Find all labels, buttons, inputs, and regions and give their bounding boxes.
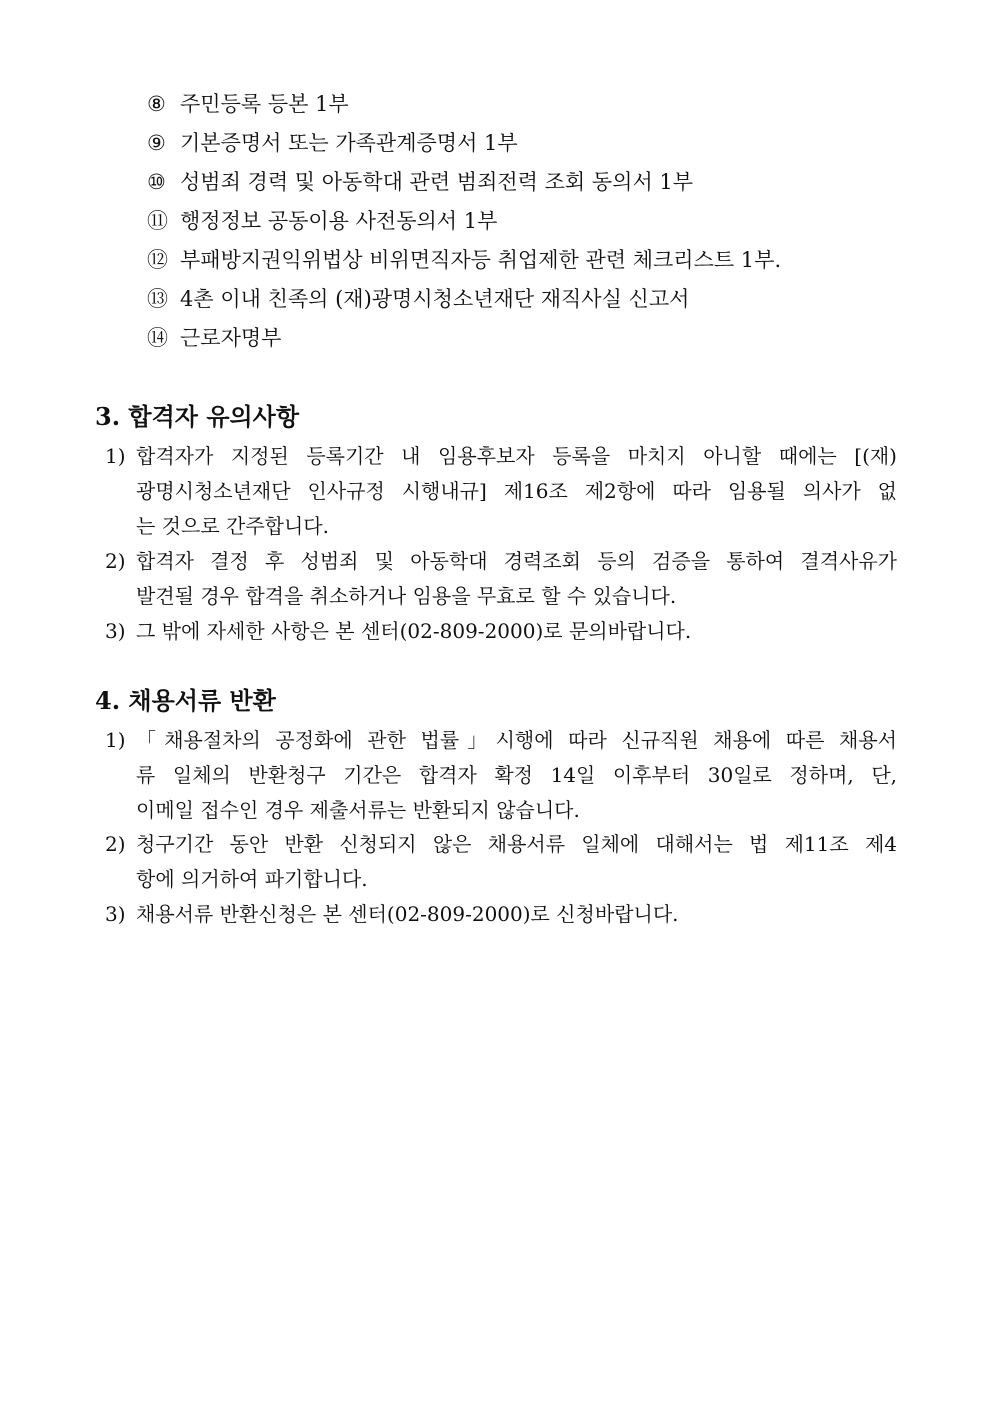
list-mark: ⑬	[147, 287, 168, 311]
list-item	[147, 128, 518, 158]
section-4-item-1	[105, 723, 897, 828]
list-item	[147, 245, 781, 275]
item-line: 항에 의거하여 파기합니다.	[136, 867, 368, 891]
item-line: 채용서류 반환신청은 본 센터(02-809-2000)로 신청바랍니다.	[136, 902, 679, 926]
list-text: 근로자명부	[180, 326, 282, 350]
list-mark: ⑧	[147, 92, 166, 116]
item-line: 류 일체의 반환청구 기간은 합격자 확정 14일 이후부터 30일로 정하며, 단,	[136, 763, 897, 787]
item-line: 청구기간 동안 반환 신청되지 않은 채용서류 일체에 대해서는 법 제11조 제4	[136, 832, 897, 856]
item-line: 「채용절차의 공정화에 관한 법률」시행에 따라 신규직원 채용에 따른 채용서	[136, 728, 897, 752]
section-3-item-1	[105, 439, 897, 544]
section-4-item-3	[105, 897, 897, 932]
item-line: 그 밖에 자세한 사항은 본 센터(02-809-2000)로 문의바랍니다.	[136, 619, 692, 643]
item-number: 2)	[105, 832, 126, 856]
section-4-item-2	[105, 827, 897, 897]
list-text: 행정정보 공동이용 사전동의서 1부	[180, 209, 498, 233]
item-number: 3)	[105, 619, 126, 643]
list-item	[147, 89, 349, 119]
list-item	[147, 323, 281, 353]
item-line: 합격자가 지정된 등록기간 내 임용후보자 등록을 마치지 아니할 때에는 [(재)	[136, 444, 897, 468]
item-line: 합격자 결정 후 성범죄 및 아동학대 경력조회 등의 검증을 통하여 결격사유가	[136, 549, 897, 573]
item-number: 3)	[105, 902, 126, 926]
list-item	[147, 206, 497, 236]
list-mark: ⑨	[147, 131, 166, 155]
list-mark: ⑭	[147, 326, 168, 350]
list-text: 부패방지권익위법상 비위면직자등 취업제한 관련 체크리스트 1부.	[180, 248, 782, 272]
item-line: 광명시청소년재단 인사규정 시행내규] 제16조 제2항에 따라 임용될 의사가 없	[136, 479, 897, 503]
list-item	[147, 167, 693, 197]
list-text: 4촌 이내 친족의 (재)광명시청소년재단 재직사실 신고서	[180, 287, 690, 311]
section-3-item-3	[105, 614, 897, 649]
list-mark: ⑩	[147, 170, 166, 194]
item-line: 이메일 접수인 경우 제출서류는 반환되지 않습니다.	[136, 798, 580, 822]
list-text: 기본증명서 또는 가족관계증명서 1부	[180, 131, 518, 155]
section-4-heading: 4. 채용서류 반환	[95, 686, 276, 715]
list-item	[147, 284, 689, 314]
item-number: 1)	[105, 444, 126, 468]
item-line: 발견될 경우 합격을 취소하거나 임용을 무효로 할 수 있습니다.	[136, 584, 677, 608]
item-number: 1)	[105, 728, 126, 752]
item-number: 2)	[105, 549, 126, 573]
list-mark: ⑪	[147, 209, 168, 233]
item-line: 는 것으로 간주합니다.	[136, 514, 329, 538]
section-3-heading: 3. 합격자 유의사항	[95, 402, 300, 431]
list-text: 주민등록 등본 1부	[180, 92, 349, 116]
list-mark: ⑫	[147, 248, 168, 272]
list-text: 성범죄 경력 및 아동학대 관련 범죄전력 조회 동의서 1부	[180, 170, 694, 194]
section-3-item-2	[105, 544, 897, 614]
